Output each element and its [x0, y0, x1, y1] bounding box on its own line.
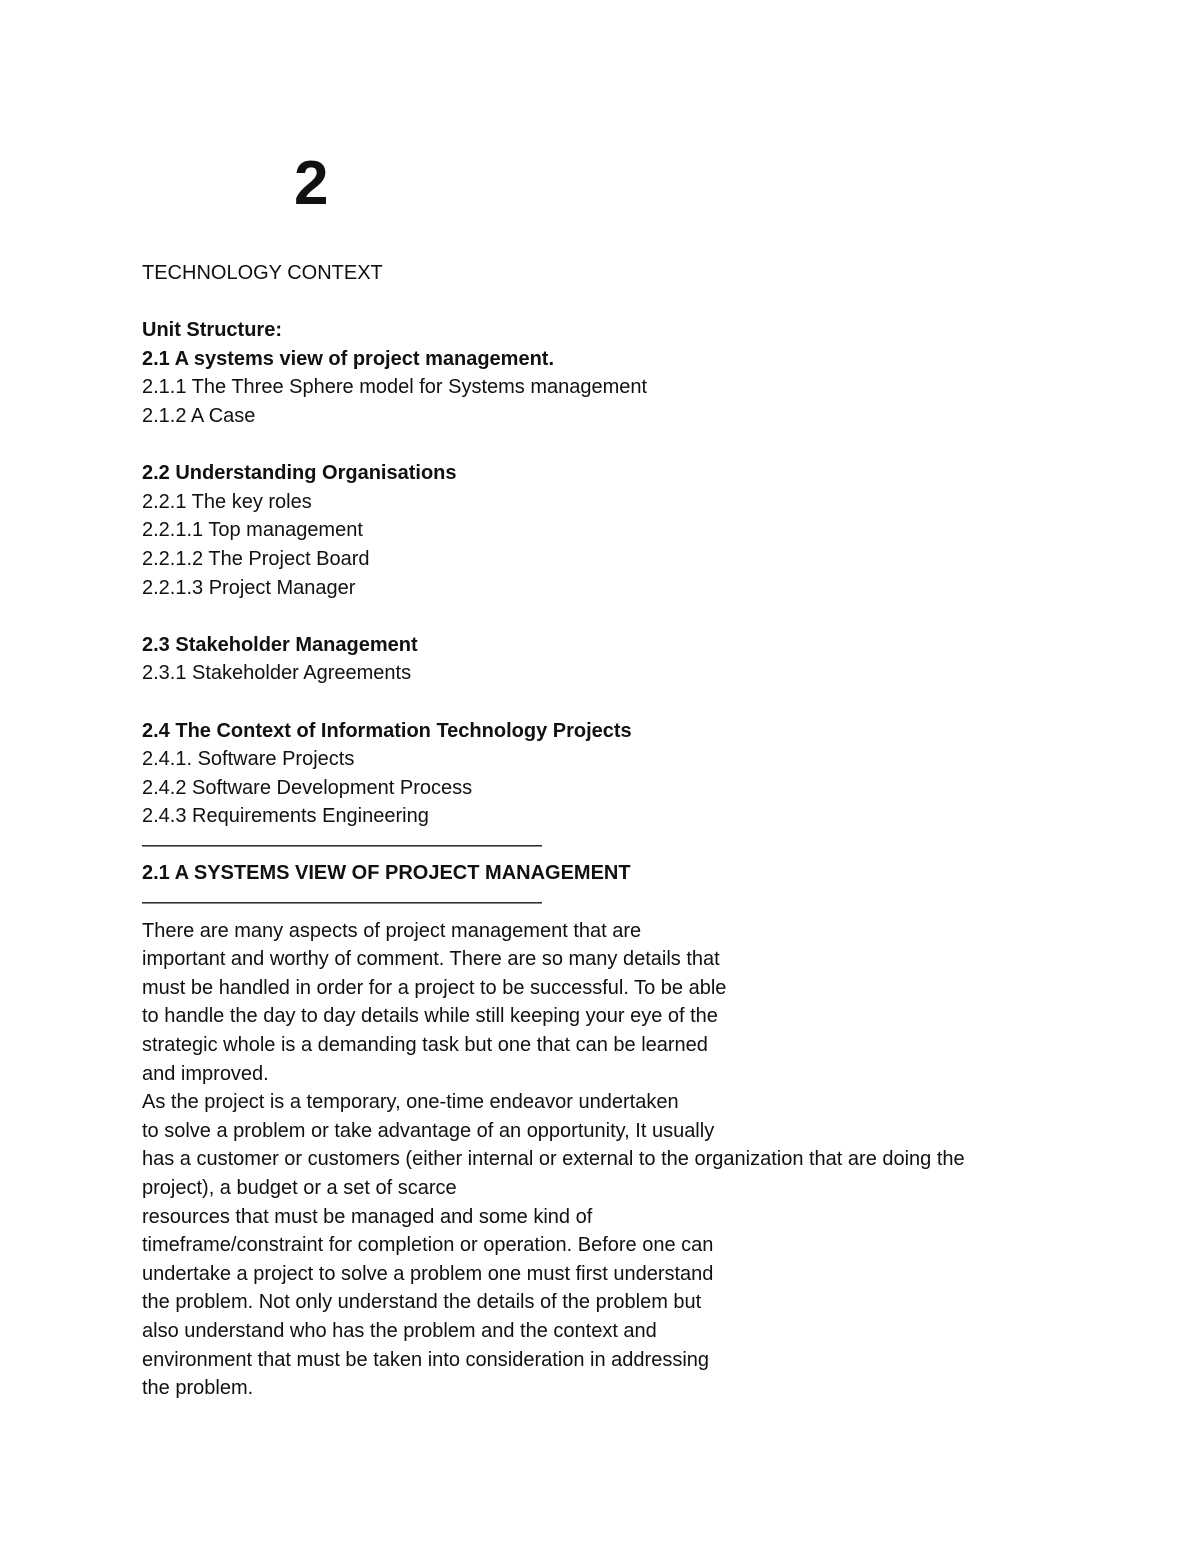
toc-item: 2.2.1.1 Top management [142, 519, 363, 542]
toc-item: 2.4.1. Software Projects [142, 748, 355, 771]
body-line: the problem. [142, 1377, 254, 1400]
spacer [142, 431, 1142, 460]
body-line: has a customer or customers (either internal or external to the organization that are doing the [142, 1148, 965, 1171]
body-line: As the project is a temporary, one-time endeavor undertaken [142, 1091, 679, 1114]
document-content [142, 259, 1142, 1403]
body-line: the problem. Not only understand the details of the problem but [142, 1291, 702, 1314]
spacer [142, 602, 1142, 631]
body-line: strategic whole is a demanding task but one that can be learned [142, 1034, 708, 1057]
body-line: timeframe/constraint for completion or operation. Before one can [142, 1234, 714, 1257]
toc-item: 2.2.1.2 The Project Board [142, 547, 370, 570]
toc-item: 2.3.1 Stakeholder Agreements [142, 662, 412, 685]
body-line: important and worthy of comment. There are so many details that [142, 948, 720, 971]
section-rule-top: ———————————————————— [142, 833, 542, 856]
section-heading: 2.1 A SYSTEMS VIEW OF PROJECT MANAGEMENT [142, 862, 631, 885]
toc-group-heading: 2.1 A systems view of project management. [142, 347, 555, 370]
toc-item: 2.1.2 A Case [142, 404, 256, 427]
toc-group-heading: 2.3 Stakeholder Management [142, 633, 418, 656]
chapter-number: 2 [294, 149, 329, 218]
toc-item: 2.1.1 The Three Sphere model for Systems management [142, 376, 648, 399]
body-line: to solve a problem or take advantage of an opportunity, It usually [142, 1119, 715, 1142]
body-line: and improved. [142, 1062, 269, 1085]
toc-item: 2.2.1 The key roles [142, 490, 312, 513]
toc-group-heading: 2.2 Understanding Organisations [142, 462, 457, 485]
toc-item: 2.2.1.3 Project Manager [142, 576, 356, 599]
body-line: resources that must be managed and some kind of [142, 1205, 593, 1228]
unit-structure-heading: Unit Structure: [142, 319, 282, 342]
body-line: must be handled in order for a project to be successful. To be able [142, 976, 727, 999]
section-rule-bottom: ———————————————————— [142, 891, 542, 914]
body-line: project), a budget or a set of scarce [142, 1177, 457, 1199]
chapter-title: TECHNOLOGY CONTEXT [142, 262, 383, 284]
body-line: undertake a project to solve a problem one must first understand [142, 1262, 714, 1285]
spacer [142, 688, 1142, 717]
toc-item: 2.4.3 Requirements Engineering [142, 805, 429, 828]
toc-item: 2.4.2 Software Development Process [142, 776, 473, 799]
toc-group-heading: 2.4 The Context of Information Technology Projects [142, 719, 632, 742]
section-body [142, 917, 1142, 1403]
body-line: environment that must be taken into consideration in addressing [142, 1348, 710, 1371]
body-line: also understand who has the problem and the context and [142, 1319, 657, 1342]
spacer [142, 288, 1142, 317]
body-line: There are many aspects of project management that are [142, 919, 642, 942]
body-line: to handle the day to day details while still keeping your eye of the [142, 1005, 718, 1028]
